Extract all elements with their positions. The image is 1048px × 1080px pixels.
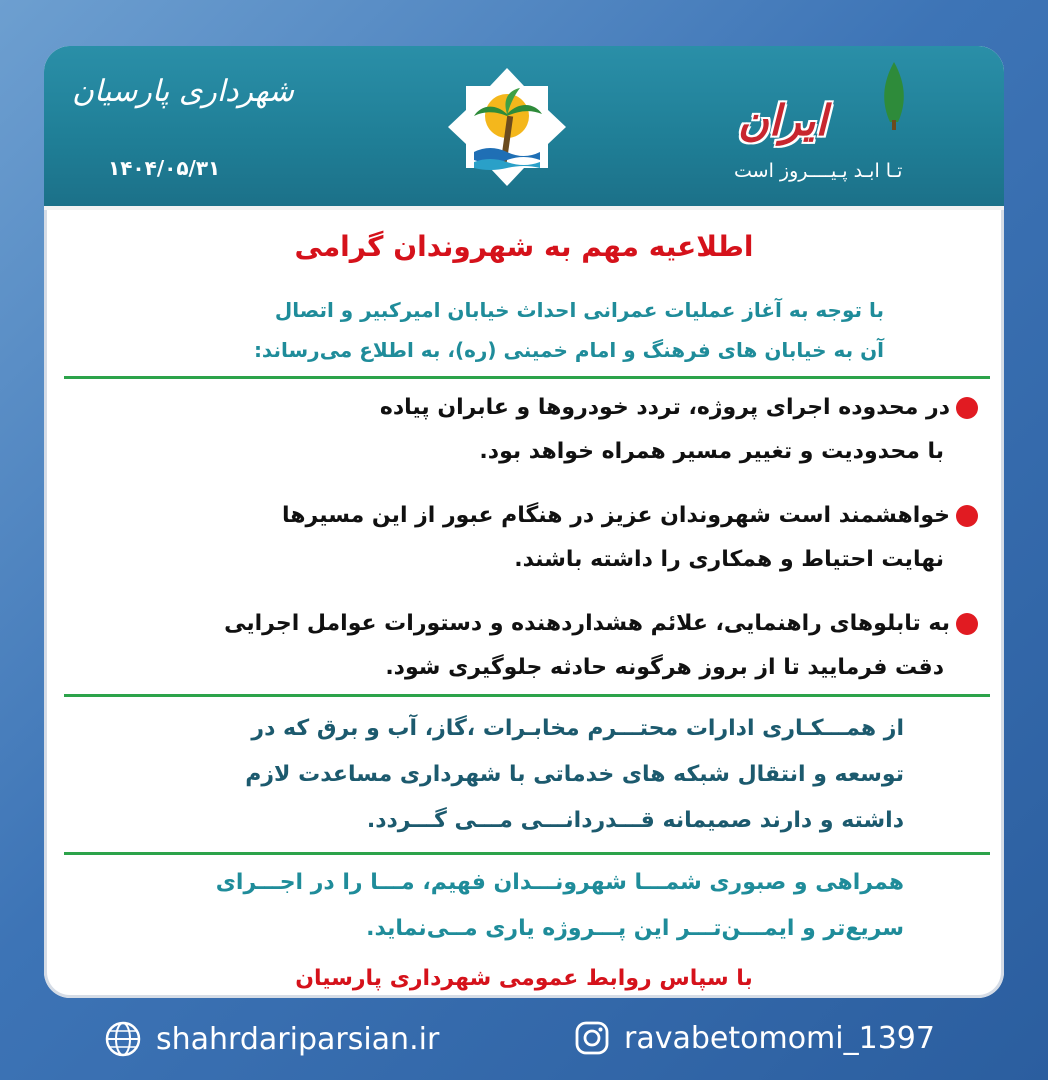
notice-intro xyxy=(144,290,884,370)
logo-main-text: ایران xyxy=(738,96,828,145)
header-banner xyxy=(44,46,1004,210)
instagram-icon xyxy=(574,1020,610,1056)
notice-card xyxy=(44,46,1004,998)
notice-date: ۱۴۰۴/۰۵/۳۱ xyxy=(108,156,221,180)
municipality-emblem-icon xyxy=(444,64,570,190)
section-divider xyxy=(64,694,990,697)
website-link[interactable] xyxy=(104,1020,439,1058)
globe-icon xyxy=(104,1020,142,1058)
thanks-citizens: همراهی و صبوری شمـــا شهرونـــدان فهیم، مـــا را در اجـــرای سریع‌تر و ایمـــن‌تـــر این پـــروژه یاری مــی‌نماید. xyxy=(215,870,904,941)
red-bullet-icon xyxy=(956,397,978,419)
website-text: shahrdariparsian.ir xyxy=(156,1021,440,1057)
red-bullet-icon xyxy=(956,613,978,635)
red-bullet-icon xyxy=(956,505,978,527)
thanks-organizations: از همـــکـاری ادارات محتـــرم مخابـرات ،گاز، آب و برق که در توسعه و انتقال شبکه های خدماتی با شهرداری مساعدت لازم داشته و دارند صمیمانه قـــدردانـــی مـــی گـــردد. xyxy=(245,716,904,833)
bullet-item: خواهشمند است شهروندان عزیز در هنگام عبور از این مسیرها نهایت احتیاط و همکاری را داشته باشند. xyxy=(68,494,978,582)
bullet-item: در محدوده اجرای پروژه، تردد خودروها و عابران پیاده با محدودیت و تغییر مسیر همراه خواهد بود. xyxy=(68,386,978,474)
bullet-item: به تابلوهای راهنمایی، علائم هشداردهنده و دستورات عوامل اجرایی دقت فرمایید تا از بروز هرگونه حادثه جلوگیری شود. xyxy=(68,602,978,690)
iran-slogan-logo xyxy=(724,60,974,190)
footer xyxy=(0,1010,1048,1070)
section-divider xyxy=(64,376,990,379)
notice-title: اطلاعیه مهم به شهروندان گرامی xyxy=(294,230,754,263)
instagram-text: ravabetomomi_1397 xyxy=(624,1020,935,1056)
instagram-link[interactable] xyxy=(574,1020,935,1056)
intro-line: آن به خیابان های فرهنگ و امام خمینی (ره)، به اطلاع می‌رساند: xyxy=(253,338,884,362)
signoff: با سپاس روابط عمومی شهرداری پارسیان xyxy=(295,966,753,991)
municipality-name: شهرداری پارسیان xyxy=(72,74,295,109)
intro-line: با توجه به آغاز عملیات عمرانی احداث خیابان امیرکبیر و اتصال xyxy=(274,298,884,322)
logo-sub-text: تـا ابـد پـیــــروز است xyxy=(734,160,903,182)
cypress-tree-icon xyxy=(874,60,914,130)
section-divider xyxy=(64,852,990,855)
